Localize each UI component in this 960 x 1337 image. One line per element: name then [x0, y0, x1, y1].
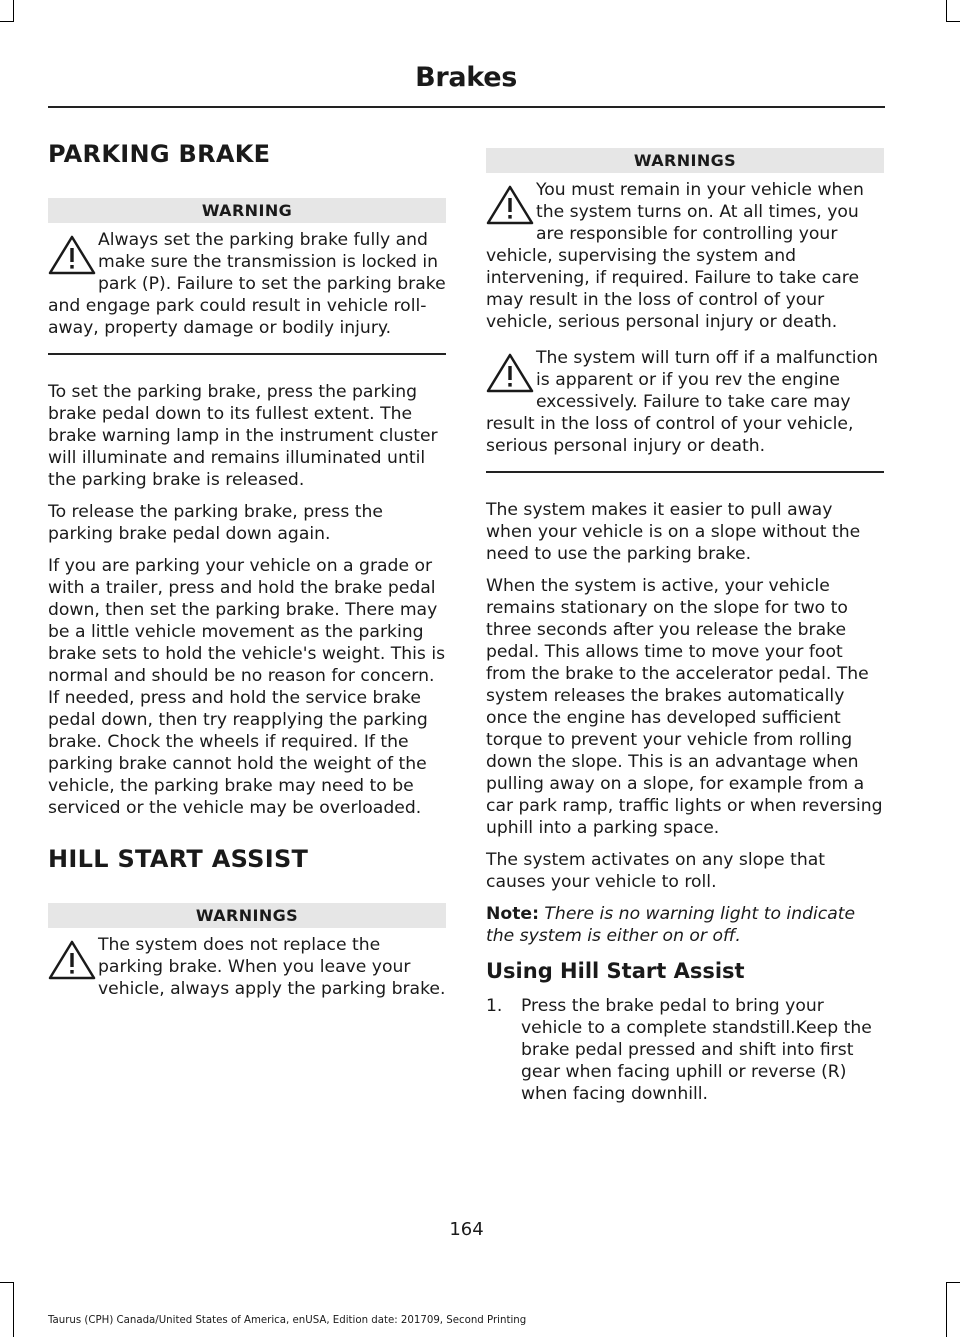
- footer-text: Taurus (CPH) Canada/United States of America, enUSA, Edition date: 201709, Second Printing: [48, 1315, 527, 1326]
- warning-block: [48, 934, 446, 1000]
- right-column: [486, 148, 884, 1105]
- warnings-header: WARNINGS: [48, 903, 446, 928]
- crop-mark-top-left-v: [13, 0, 14, 22]
- paragraph: The system activates on any slope that causes your vehicle to roll.: [486, 850, 825, 892]
- warning-text: You must remain in your vehicle when the system turns on. At all times, you are responsible for controlling your vehicle, supervising the system and intervening, if required. Failure to take care may result in the loss of control of your vehicle, serious personal injury or death.: [486, 180, 864, 332]
- warning-text: Always set the parking brake fully and make sure the transmission is locked in park (P). Failure to set the parking brake and engage park could result in vehicle roll-away, property damage or bodily injury.: [48, 230, 446, 338]
- section-heading-hill-start-assist: HILL START ASSIST: [48, 845, 309, 873]
- warning-rule: [48, 353, 446, 355]
- note: [486, 903, 884, 947]
- warning-block: [48, 229, 446, 339]
- crop-mark-top-right-v: [946, 0, 947, 22]
- crop-mark-bottom-left-h: [0, 1282, 14, 1283]
- step-text: Press the brake pedal to bring your vehicle to a complete standstill.Keep the brake pedal pressed and shift into first gear when facing uphill or reverse (R) when facing downhill.: [521, 996, 872, 1104]
- paragraph: The system makes it easier to pull away when your vehicle is on a slope without the need to use the parking brake.: [486, 500, 861, 564]
- paragraph: To release the parking brake, press the parking brake pedal down again.: [48, 502, 383, 544]
- warnings-header: WARNINGS: [486, 148, 884, 173]
- crop-mark-top-left-h: [0, 21, 14, 22]
- note-text: There is no warning light to indicate the system is either on or off.: [486, 904, 856, 946]
- section-heading-parking-brake: PARKING BRAKE: [48, 140, 271, 168]
- step-number: 1.: [486, 996, 503, 1016]
- page-number: 164: [449, 1219, 484, 1240]
- crop-mark-bottom-left-v: [13, 1282, 14, 1337]
- list-item: [486, 995, 884, 1105]
- steps-list: [486, 995, 884, 1105]
- crop-mark-top-right-h: [946, 21, 960, 22]
- warning-triangle-icon: [484, 351, 536, 395]
- warning-header: WARNING: [48, 198, 446, 223]
- page-title: Brakes: [415, 62, 517, 93]
- header-rule: [48, 106, 885, 108]
- crop-mark-bottom-right-h: [946, 1282, 960, 1283]
- warning-text: The system does not replace the parking brake. When you leave your vehicle, always apply the parking brake.: [98, 935, 446, 999]
- subheading-using-hill-start-assist: Using Hill Start Assist: [486, 959, 745, 983]
- warning-block: [486, 347, 884, 457]
- warning-triangle-icon: [484, 183, 536, 227]
- left-column: [48, 140, 446, 1014]
- paragraph: If you are parking your vehicle on a grade or with a trailer, press and hold the brake pedal down, then set the parking brake. There may be a little vehicle movement as the parking brake sets to hold the vehicle's weight. This is normal and should be no reason for concern. If needed, press and hold the service brake pedal down, then try reapplying the parking brake. Chock the wheels if required. If the parking brake cannot hold the weight of the vehicle, the parking brake may need to be serviced or the vehicle may be overloaded.: [48, 556, 446, 818]
- paragraph: To set the parking brake, press the parking brake pedal down to its fullest extent. The brake warning lamp in the instrument cluster will illuminate and remains illuminated until the parking brake is released.: [48, 382, 438, 490]
- paragraph: When the system is active, your vehicle remains stationary on the slope for two to three seconds after you release the brake pedal. This allows time to move your foot from the brake to the accelerator pedal. The system releases the brakes automatically once the engine has developed sufficient torque to prevent your vehicle from rolling down the slope. This is an advantage when pulling away on a slope, for example from a car park ramp, traffic lights or when reversing uphill into a parking space.: [486, 576, 883, 838]
- warning-triangle-icon: [46, 938, 98, 982]
- crop-mark-bottom-right-v: [946, 1282, 947, 1337]
- warning-rule: [486, 471, 884, 473]
- warning-text: The system will turn off if a malfunction is apparent or if you rev the engine excessively. Failure to take care may result in the loss of control of your vehicle, serious personal injury or death.: [486, 348, 878, 456]
- warning-block: [486, 179, 884, 333]
- note-label: Note:: [486, 904, 539, 924]
- warning-triangle-icon: [46, 233, 98, 277]
